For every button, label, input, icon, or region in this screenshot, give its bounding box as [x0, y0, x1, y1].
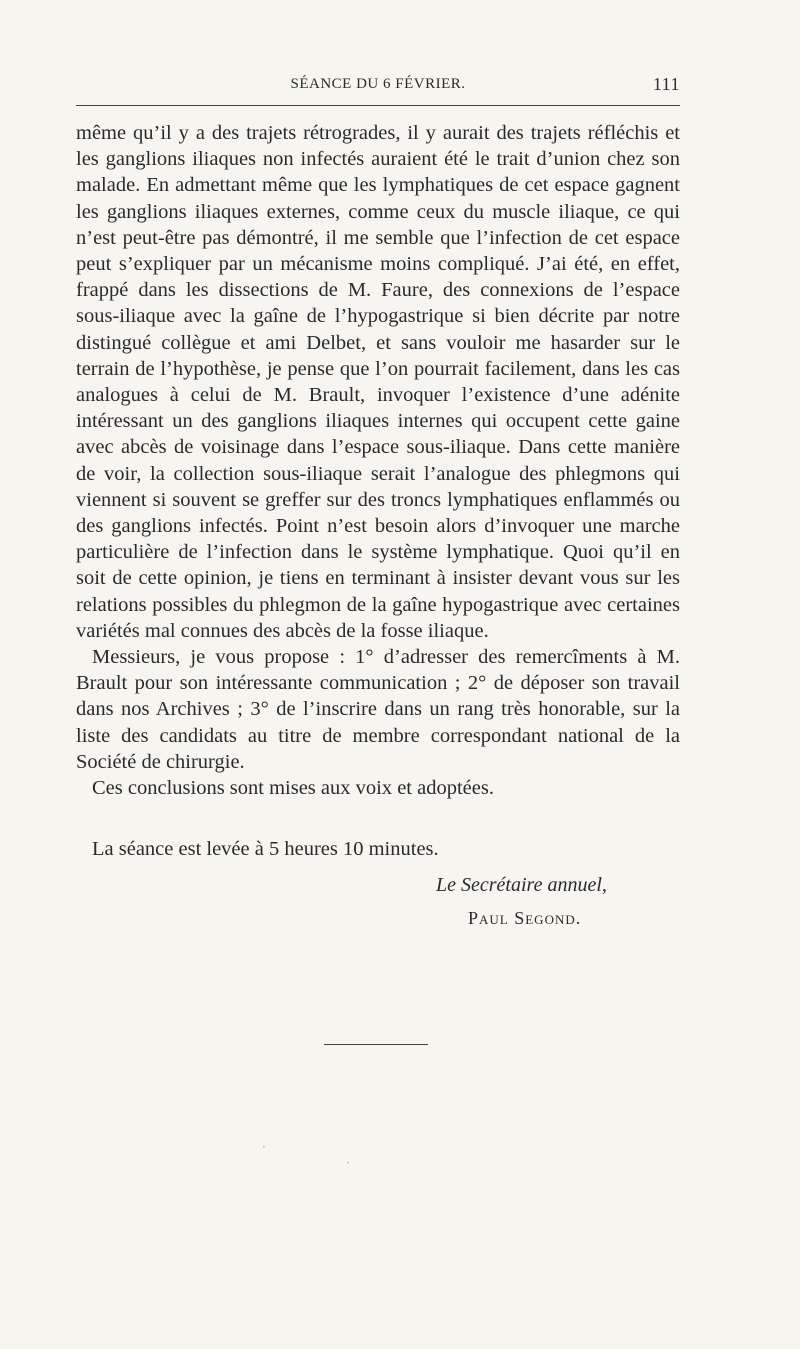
page-header: [76, 74, 680, 100]
signature-title: Le Secrétaire annuel,: [436, 874, 607, 896]
paragraph-conclusions: Ces conclusions sont mises aux voix et adoptées.: [92, 777, 494, 800]
paper-speck: ·: [262, 1140, 266, 1154]
paper-speck: ·: [346, 1156, 350, 1170]
page-number: 111: [652, 74, 680, 94]
closing: [76, 838, 680, 861]
header-rule: [76, 105, 680, 106]
paragraph-continuation: même qu’il y a des trajets rétrogrades, il y aurait des trajets réfléchis et les ganglions iliaques non infectés auraient été le trait d’union chez son malade. En admettant même que les lymphatiques de cet espace gagnent les ganglions iliaques externes, comme ceux du muscle iliaque, ce qui n’est peut-être pas démontré, il me semble que l’infection de cet espace peut s’expliquer par un mécanisme moins compliqué. J’ai été, en effet, frappé dans les dissections de M. Faure, des connexions de l’espace sous-iliaque avec la gaîne de l’hypogastrique si bien décrite par notre distingué collègue et ami Delbet, et sans vouloir me hasarder sur le terrain de l’hypothèse, je pense que l’on pourrait facilement, dans les cas analogues à celui de M. Brault, invoquer l’existence d’une adénite intéressant un des ganglions iliaques internes qui occupent cette gaine avec abcès de voisinage dans l’espace sous-iliaque. Dans cette manière de voir, la collection sous-iliaque serait l’analogue des phlegmons qui viennent si souvent se greffer sur des troncs lymphatiques enflammés ou des ganglions infectés. Point n’est besoin alors d’invoquer une marche particulière de l’infection dans le système lymphatique. Quoi qu’il en soit de cette opinion, je tiens en terminant à insister devant vous sur les relations possibles du phlegmon de la gaîne hypogastrique avec certaines variétés mal connues des abcès de la fosse iliaque.: [76, 122, 680, 642]
paragraph-proposal: Messieurs, je vous propose : 1° d’adresser des remercîments à M. Brault pour son intéressante communication ; 2° de déposer son travail dans nos Archives ; 3° de l’inscrire dans un rang très honorable, sur la liste des candidats au titre de membre correspondant national de la Société de chirurgie.: [76, 646, 680, 773]
adjournment-line: La séance est levée à 5 heures 10 minutes.: [92, 838, 439, 860]
signature-name: Paul Segond.: [468, 908, 582, 928]
running-head: SÉANCE DU 6 FÉVRIER.: [290, 76, 466, 92]
body-text: [76, 120, 680, 801]
end-rule: [324, 1044, 428, 1045]
